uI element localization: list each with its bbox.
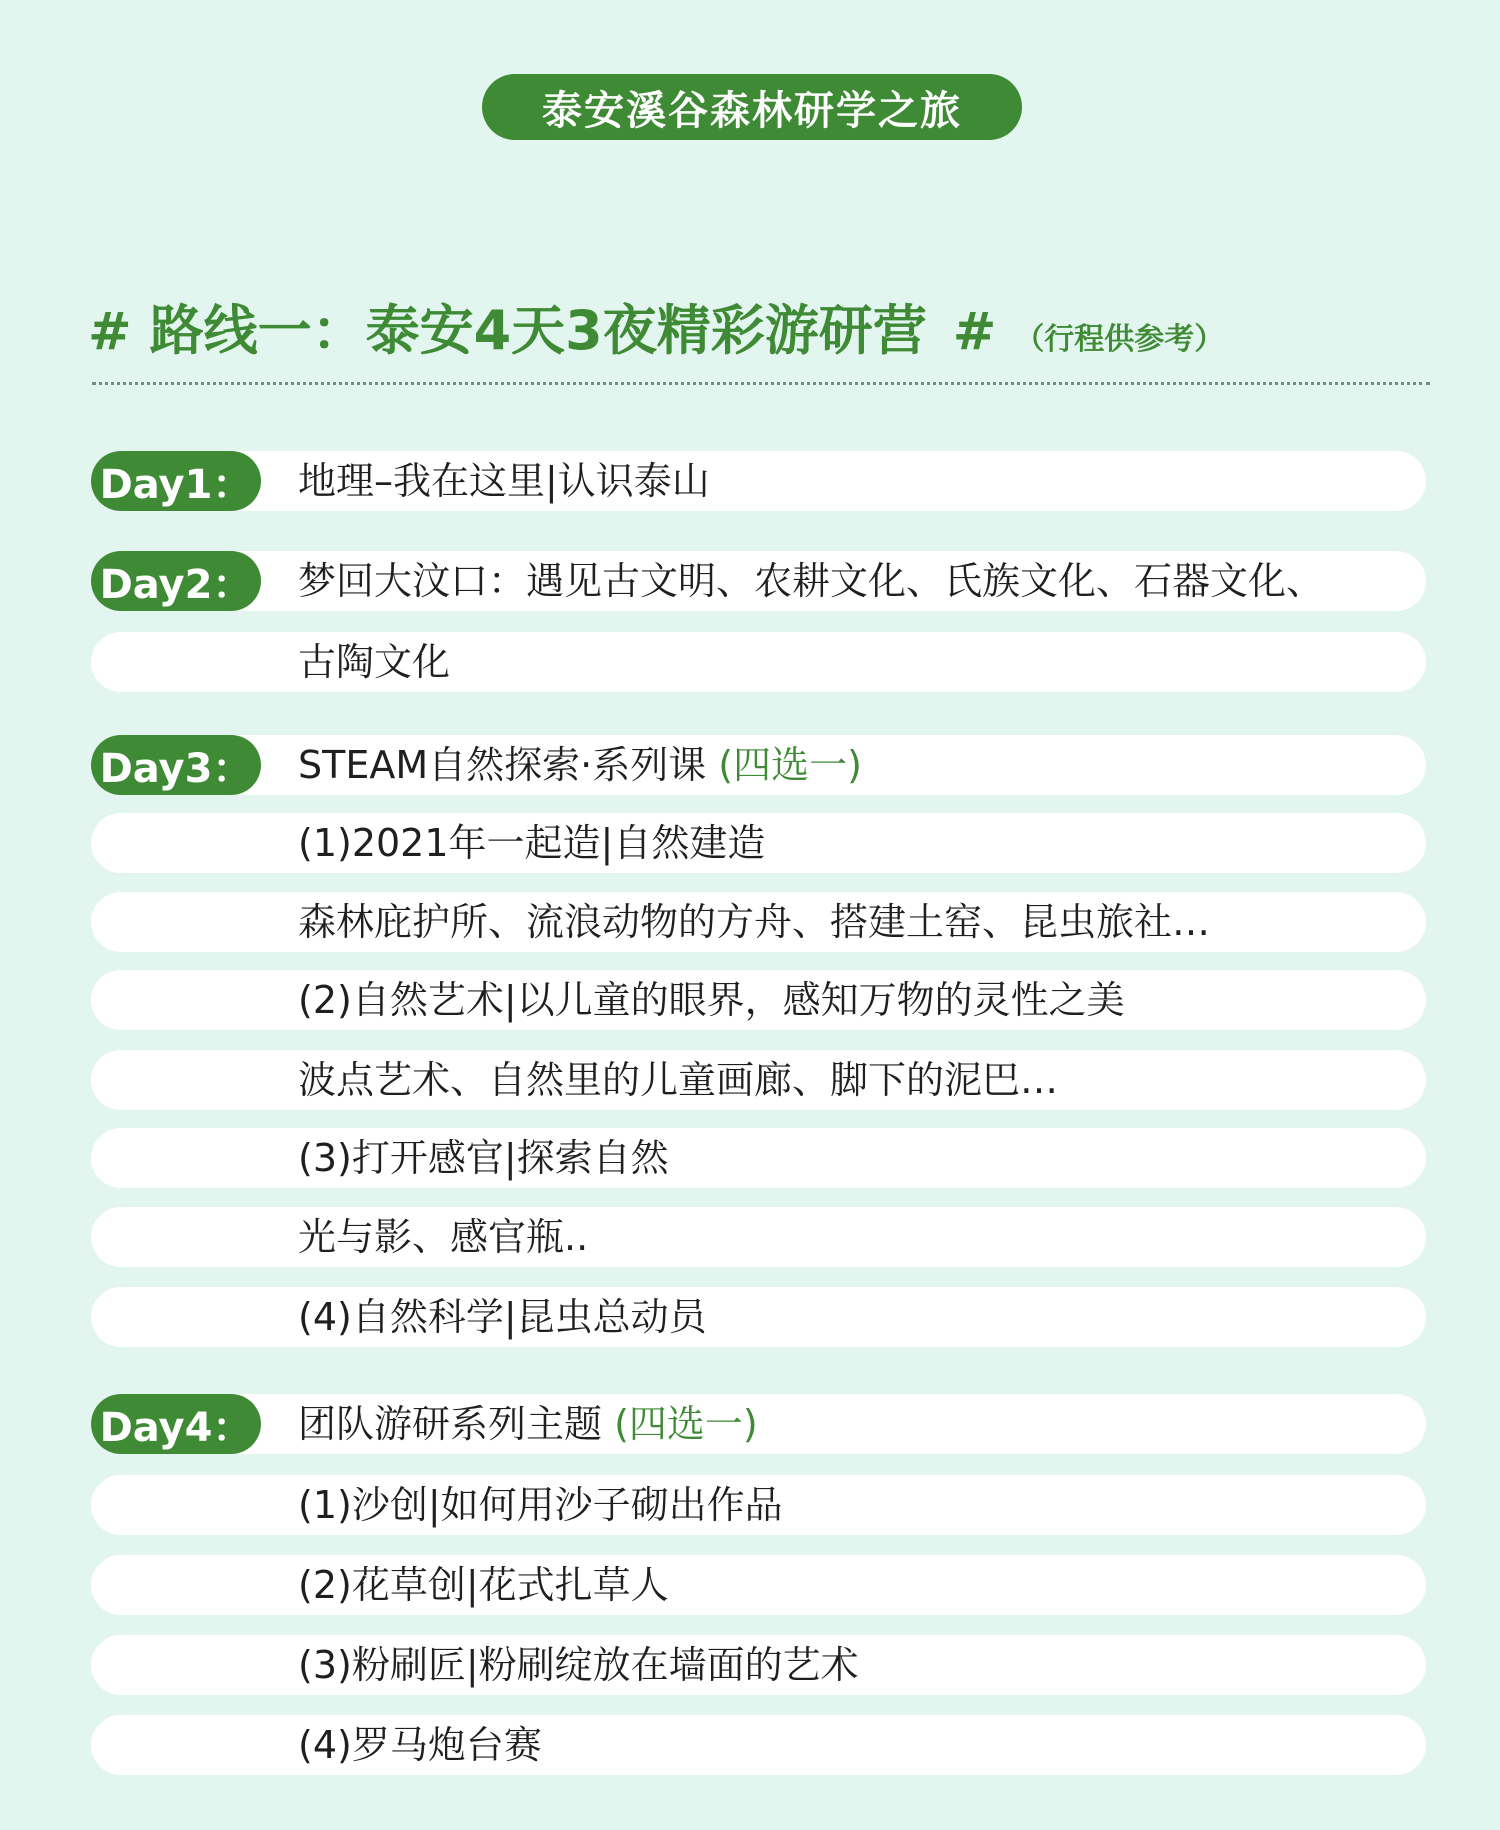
itinerary-text: (3)打开感官|探索自然 [298, 1136, 669, 1180]
itinerary-row [91, 1128, 1426, 1188]
itinerary-row [91, 451, 1426, 511]
itinerary-row [91, 1555, 1426, 1615]
itinerary-row [91, 1394, 1426, 1454]
dotted-divider [92, 382, 1430, 385]
itinerary-text: 森林庇护所、流浪动物的方舟、搭建土窑、昆虫旅社… [298, 900, 1211, 944]
route-heading [88, 288, 1225, 362]
team-series-title: 团队游研系列主题 [298, 1402, 615, 1446]
itinerary-text: 光与影、感官瓶.. [298, 1215, 589, 1259]
itinerary-text: (4)罗马炮台赛 [298, 1723, 542, 1767]
choice-note: (四选一) [614, 1402, 758, 1446]
itinerary-row [91, 632, 1426, 692]
day-badge-4: Day4： [91, 1394, 261, 1454]
day-badge-3: Day3： [91, 735, 261, 795]
course-series-title: STEAM自然探索·系列课 [298, 743, 719, 787]
itinerary-text: (1)2021年一起造|自然建造 [298, 821, 766, 865]
itinerary-text: (2)自然艺术|以儿童的眼界，感知万物的灵性之美 [298, 978, 1125, 1022]
day-badge-1: Day1： [91, 451, 261, 511]
day-badge-2: Day2： [91, 551, 261, 611]
itinerary-text: 地理–我在这里|认识泰山 [298, 459, 710, 503]
route-title: 路线一：泰安4天3夜精彩游研营 [149, 299, 927, 362]
hash-left: # [88, 302, 132, 362]
itinerary-text: (2)花草创|花式扎草人 [298, 1563, 669, 1607]
itinerary-row [91, 1287, 1426, 1347]
itinerary-text: 梦回大汶口：遇见古文明、农耕文化、氏族文化、石器文化、 [298, 559, 1325, 603]
itinerary-text: (3)粉刷匠|粉刷绽放在墙面的艺术 [298, 1643, 859, 1687]
itinerary-row [91, 1207, 1426, 1267]
itinerary-row [91, 1715, 1426, 1775]
itinerary-text: 古陶文化 [298, 640, 451, 684]
choice-note: (四选一) [718, 743, 862, 787]
itinerary-text: 波点艺术、自然里的儿童画廊、脚下的泥巴… [298, 1058, 1059, 1102]
hash-right: # [952, 302, 997, 362]
itinerary-text [298, 1394, 758, 1454]
itinerary-text: (1)沙创|如何用沙子砌出作品 [298, 1483, 783, 1527]
itinerary-text: (4)自然科学|昆虫总动员 [298, 1295, 707, 1339]
itinerary-text [298, 735, 862, 795]
page-title: 泰安溪谷森林研学之旅 [482, 74, 1022, 140]
route-note: （行程供参考） [1014, 322, 1225, 357]
